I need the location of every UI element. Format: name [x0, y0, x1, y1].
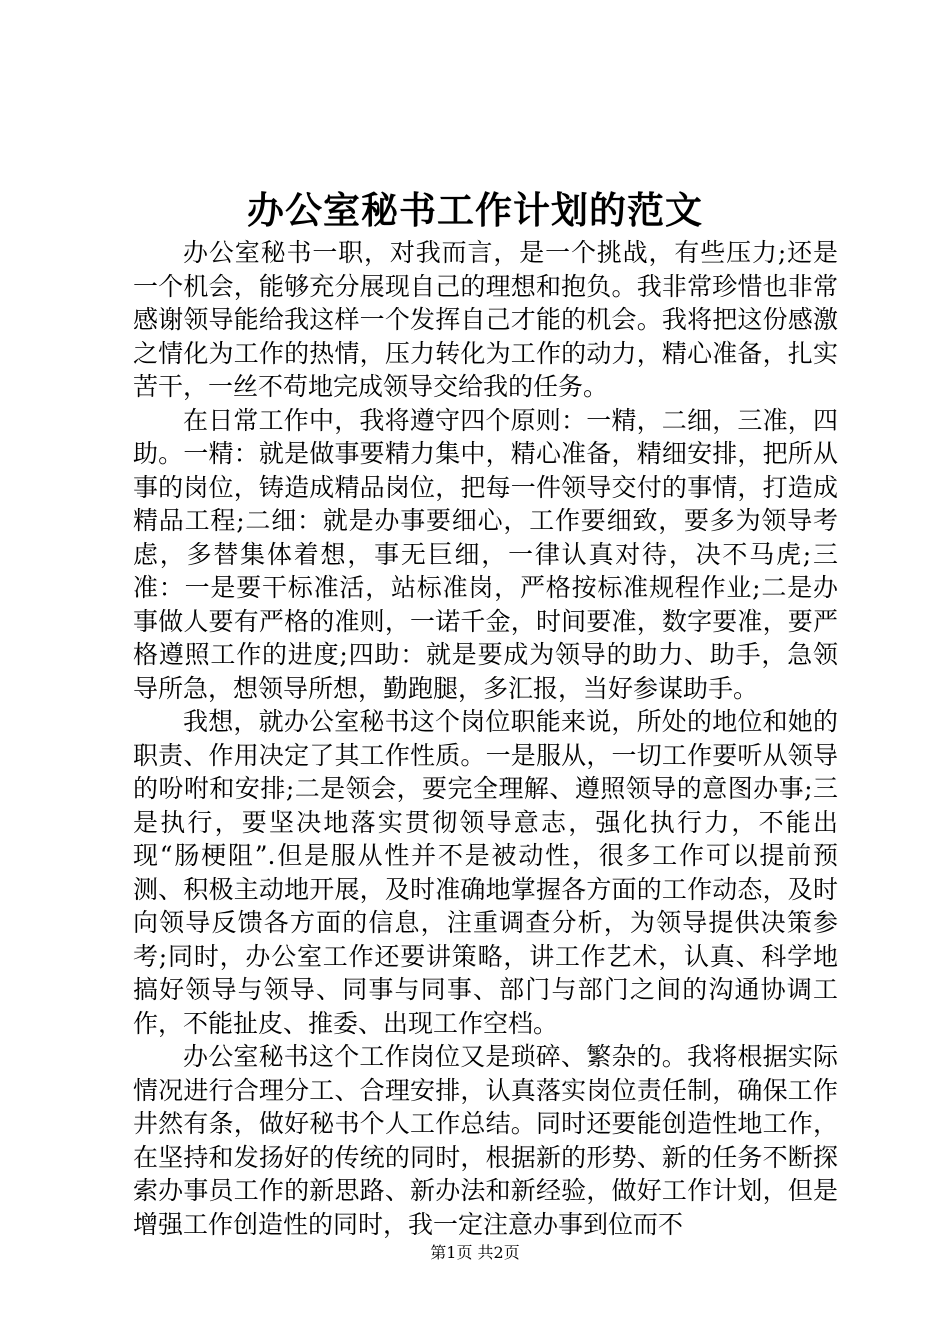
page-number-footer: 第1页 共2页 — [430, 1243, 520, 1262]
paragraph-1: 办公室秘书一职，对我而言，是一个挑战，有些压力;还是一个机会，能够充分展现自己的理想和抱负。我非常珍惜也非常感谢领导能给我这样一个发挥自己才能的机会。我将把这份感激之情化为工作的热情，压力转化为工作的动力，精心准备，扎实苦干，一丝不苟地完成领导交给我的任务。 — [133, 238, 838, 401]
document-title: 办公室秘书工作计划的范文 — [247, 188, 703, 232]
paragraph-3: 我想，就办公室秘书这个岗位职能来说，所处的地位和她的职责、作用决定了其工作性质。一是服从，一切工作要听从领导的吩咐和安排;二是领会，要完全理解、遵照领导的意图办事;三是执行，要坚决地落实贯彻领导意志，强化执行力，不能出现“肠梗阻”.但是服从性并不是被动性，很多工作可以提前预测、积极主动地开展，及时准确地掌握各方面的工作动态，及时向领导反馈各方面的信息，注重调查分析，为领导提供决策参考;同时，办公室工作还要讲策略，讲工作艺术，认真、科学地搞好领导与领导、同事与同事、部门与部门之间的沟通协调工作，不能扯皮、推委、出现工作空档。 — [133, 707, 838, 1038]
paragraph-4: 办公室秘书这个工作岗位又是琐碎、繁杂的。我将根据实际情况进行合理分工、合理安排，认真落实岗位责任制，确保工作井然有条，做好秘书个人工作总结。同时还要能创造性地工作，在坚持和发扬好的传统的同时，根据新的形势、新的任务不断探索办事员工作的新思路、新办法和新经验，做好工作计划，但是增强工作创造性的同时，我一定注意办事到位而不 — [133, 1042, 838, 1239]
paragraph-2: 在日常工作中，我将遵守四个原则：一精，二细，三准，四助。一精：就是做事要精力集中，精心准备，精细安排，把所从事的岗位，铸造成精品岗位，把每一件领导交付的事情，打造成精品工程;二细：就是办事要细心，工作要细致，要多为领导考虑，多替集体着想，事无巨细，一律认真对待，决不马虎;三准：一是要干标准活，站标准岗，严格按标准规程作业;二是办事做人要有严格的准则，一诺千金，时间要准，数字要准，要严格遵照工作的进度;四助：就是要成为领导的助力、助手，急领导所急，想领导所想，勤跑腿，多汇报，当好参谋助手。 — [133, 405, 838, 703]
document-body — [133, 236, 838, 1241]
